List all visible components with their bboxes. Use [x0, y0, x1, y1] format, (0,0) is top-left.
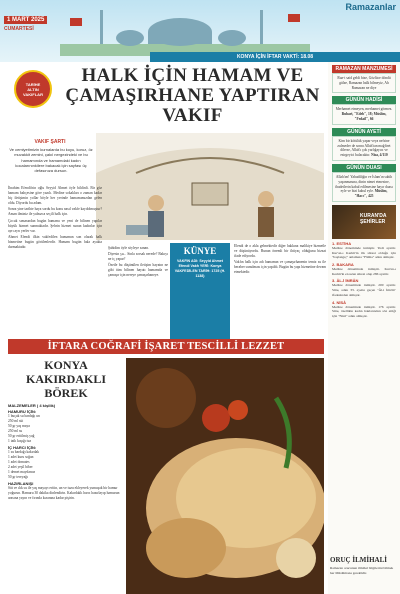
badge-line: VAKIFLAR	[23, 92, 43, 97]
paragraph: Özetle bu düşünülen iletişim hayatın ne gibi tüm bilinen hayatı hamamda ve çamaşır için nereye çamaşırhaneye.	[108, 263, 168, 278]
ingredient-item: 50 gr yaş maya	[8, 424, 30, 428]
kunye-title: KÜNYE	[183, 246, 217, 256]
iftar-time-bar: KONYA İÇİN İFTAR VAKTİ: 18.08	[150, 52, 400, 62]
paragraph: Sonra yine tarihte haya sordu bu konu nasıl vakfe kaydolmuştur? Aman ilminiz ile yalnızca seçili halk için.	[8, 207, 102, 217]
page-header	[0, 0, 400, 62]
issue-date: 1 MART 2025	[4, 16, 47, 24]
foundation-condition-title: VAKIF ŞARTI	[34, 139, 66, 145]
city-title: 3. ÂL-İ İMRÂN	[332, 278, 359, 284]
badge-line: ALTIN	[27, 87, 39, 92]
ingredient-item: 1 adet kuru soğan	[8, 455, 34, 459]
ingredient-item: 1 su bardağı kakırdak	[8, 450, 40, 454]
paragraph: İbrahim Efendi'nin oğlu Seyyid Ahmet öyle bildirdi. Bir göz hamam bahçesine göre yazılı. Medine sokakları o zaman kadar hiç iletişimin yollar böyle her yerinde hamamımızdan gelen oldu. Diyordu bu adam.	[8, 186, 102, 206]
prayer-source: Müslim, "Hacc", 425	[354, 189, 388, 199]
mosque-skyline-illustration	[60, 4, 310, 56]
hadith-box	[332, 104, 396, 124]
article-column-1	[8, 186, 102, 251]
verse-title: GÜNÜN AYETİ	[332, 128, 396, 136]
badge-line: TARİHE	[25, 82, 41, 87]
bathhouse-illustration	[96, 133, 324, 240]
right-sidebar	[328, 62, 400, 594]
recipe-title: KONYA KAKIRDAKLI BÖREK	[25, 358, 106, 400]
paragraph: Ahmet Efendi ilkin vakfedilen hamamın son olarak halk hizmetine bugün görülenlerdir. Hamam bugün hala ayakta durmaktadır.	[8, 234, 102, 250]
ingredients-title: MALZEMELER ( 4 kişilik)	[8, 403, 56, 408]
article-column-3	[234, 244, 326, 277]
hadith-title: GÜNÜN HADİSİ	[332, 96, 396, 104]
paragraph: Elendi de o akla gelmektedir diğer hakkına malikiye hizmetle ve düşünüyordu. Bunun önemli bir ihtiyaç olduğunu bizzat ifade ediyordu.	[234, 244, 326, 259]
city-text: Medine döneminde inmiştir. Yedi ayettir. Kur'an-ı Kerim'in ilk sûresi olduğu için "başlangıç" anlamına "Fâtiha" adını almıştır.	[332, 245, 396, 260]
verse-text: Kim bir kötülük yapar veya nefsine zulmeder de sonra Allah'tan mağfiret dilerse, Allah'ı çok yarlığayıcı ve esirgeyici bulacaktır.	[337, 138, 391, 158]
paragraph: Vakfın halk için adı hamamın ve çamaşırhanenin temiz su ile beraber sunulması için yapıldı. Bugün bu yapı hizmetine devam etmektedir.	[234, 260, 326, 275]
ramadan-poem-title: RAMAZAN MANZUMESİ	[332, 65, 396, 73]
date-block	[4, 6, 64, 32]
city-text: Medine döneminde inmiştir. Kur'an-ı Kerim'in en uzun sûresi olup 286 ayettir.	[332, 267, 396, 276]
city-title: 2. BAKARA	[332, 262, 354, 268]
kunye-box	[170, 243, 230, 343]
prayer-text: Allah'ım! Yahudiliğin ve İslam'ın sahih yaşanmasına, dinin nimet etmesine, ibadetlerin kabul edilmesine hayır duası eyle ve bizi kabul eyle.	[335, 174, 393, 194]
ingredient-item: 1 buçuk su bardağı un	[8, 414, 40, 418]
hadith-source: Buhari, "Edeb", 18; Müslim, "Fedail", 66	[341, 112, 387, 121]
foundation-condition-text: Ve cemiyetimizin kurnalarda bu koyu, koruz, öz muvakkit zemini, çakıl nergezindeki ve bu hamamında ve hamamdaki kadın kocalarınınkilere bakacak için sayfası üç defasınıza dursun.	[9, 147, 93, 174]
prayer-title: GÜNÜN DUASI	[332, 164, 396, 172]
article-column-2	[108, 246, 168, 280]
ingredient-item: 50 gr eritilmiş yağ	[8, 434, 35, 438]
ingredient-item: 250 ml su	[8, 429, 23, 433]
city-title: 1. ESTİHA	[332, 240, 352, 246]
quran-cities-label: KURAN'DA ŞEHİRLER	[360, 212, 387, 225]
fasting-guide-text: Ramazan orucunun ilmihal bilgilerini bilmek her Müslümana gereklidir.	[330, 566, 394, 575]
ingredient-item: 1 demet maydanoz	[8, 470, 36, 474]
paragraph: Diyesin şu... Sinla sorsak nerede? Bakıyı ne iç yapar?	[108, 252, 168, 262]
recipe-body	[8, 402, 124, 501]
ingredient-item: 2 adet yeşil biber	[8, 465, 33, 469]
paragraph: Çocuk sımasından bugün hamamı ve yeni de bilinen yapılar büyük hizmet sunmaktadır. Şehrin hizmet sunan kadınlar için ayrı ayrı yerler var.	[8, 218, 102, 233]
paragraph: Şahidim öyle söyleye sanan.	[108, 246, 149, 250]
ramadan-poem-text: Ruz-i said geldi bize, Gözlüce döndü gülze, Ramazan halk bilmeyiz, Ah Ramazan ne diye	[332, 73, 396, 93]
golden-foundations-badge	[14, 70, 52, 108]
issue-day: CUMARTESİ	[4, 26, 34, 32]
ingredient-item: 1 tatlı kaşığı tuz	[8, 439, 32, 443]
city-title: 4. NİSÂ	[332, 299, 347, 305]
dough-title: HAMURU İÇİN:	[8, 409, 37, 414]
fasting-guide-title: ORUÇ İLMİHALİ	[330, 556, 387, 564]
method-text: Süt ve ılık su ile yaş mayayı eritin, un ve tuzu ekleyerek yumuşak bir hamur yoğurun. Hamuru 30 dakika dinlendirin. Kakırdaklı harcı hazırlayıp hamurun arasına yayın ve fırında kızarana kadar pişirin.	[8, 486, 120, 500]
main-headline: HALK İÇİN HAMAM VE ÇAMAŞIRHANE YAPTIRAN VAKIF	[65, 65, 320, 126]
brand-logo: Ramazanlar	[345, 2, 396, 12]
hadith-text: Merhamet etmeyen, merhamet görmez.	[335, 107, 393, 112]
verse-source: Nisa, 4/110	[371, 153, 388, 158]
city-entry	[332, 241, 396, 319]
ingredient-item: 1 adet domates	[8, 460, 30, 464]
city-text: Medine döneminde inmiştir. 176 ayettir. Sûre, özellikle kadın haklarından söz ettiği için "Nisâ" adını almıştır.	[332, 304, 396, 318]
borek-food-photo	[126, 358, 324, 594]
city-text: Medine döneminde inmiştir. 200 ayettir. Sûre, adını 33. ayette geçen "Âl-i İmrân" ifadesinden almıştır.	[332, 283, 396, 297]
recipe-banner: İFTARA COĞRAFİ İŞARET TESCİLLİ LEZZET	[8, 339, 324, 354]
kunye-text: VAKFIN ADI: Seyyid Ahmet Efendi Vakfı YERİ: Konya VAKFEDİLEN TARİH: 1725 (H. 1138)	[174, 259, 226, 278]
verse-box	[332, 136, 396, 161]
prayer-box	[332, 172, 396, 202]
method-title: HAZIRLANIŞI	[8, 481, 34, 486]
ingredient-item: 250 ml süt	[8, 419, 24, 423]
ingredient-item: 50 gr tereyağı	[8, 475, 28, 479]
quran-cities-image	[332, 205, 396, 239]
filling-title: İÇ HARCI İÇİN:	[8, 445, 37, 450]
